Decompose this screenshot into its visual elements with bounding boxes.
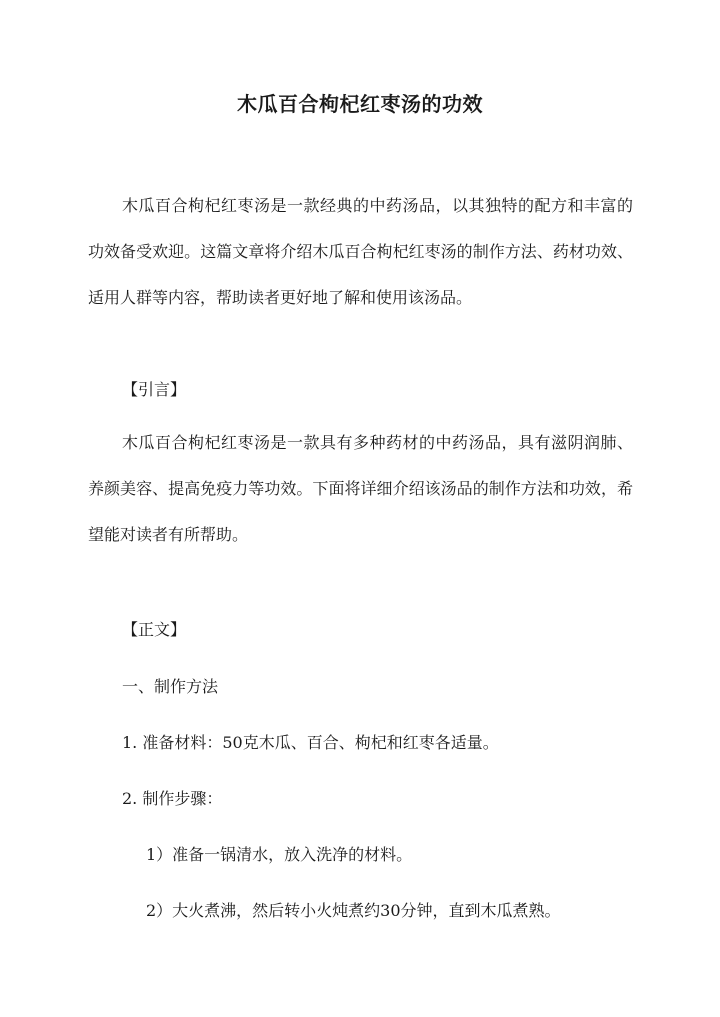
document-title: 木瓜百合枸杞红枣汤的功效 [237, 92, 483, 116]
intro-paragraph: 木瓜百合枸杞红枣汤是一款经典的中药汤品，以其独特的配方和丰富的功效备受欢迎。这篇文章将介绍木瓜百合枸杞红枣汤的制作方法、药材功效、适用人群等内容，帮助读者更好地了解和使用该汤品。 [88, 196, 633, 307]
section-heading-intro: 【引言】 [122, 380, 187, 399]
list-item-steps: 2. 制作步骤： [122, 789, 223, 808]
list-item-materials: 1. 准备材料：50克木瓜、百合、枸杞和红枣各适量。 [122, 733, 499, 752]
step-item-2: 2）大火煮沸，然后转小火炖煮约30分钟，直到木瓜煮熟。 [146, 901, 561, 920]
subsection-heading-method: 一、制作方法 [122, 677, 219, 696]
section-intro-paragraph: 木瓜百合枸杞红枣汤是一款具有多种药材的中药汤品，具有滋阴润肺、养颜美容、提高免疫力等功效。下面将详细介绍该汤品的制作方法和功效，希望能对读者有所帮助。 [88, 433, 633, 544]
section-heading-body: 【正文】 [122, 620, 187, 639]
step-item-1: 1）准备一锅清水，放入洗净的材料。 [146, 845, 413, 864]
